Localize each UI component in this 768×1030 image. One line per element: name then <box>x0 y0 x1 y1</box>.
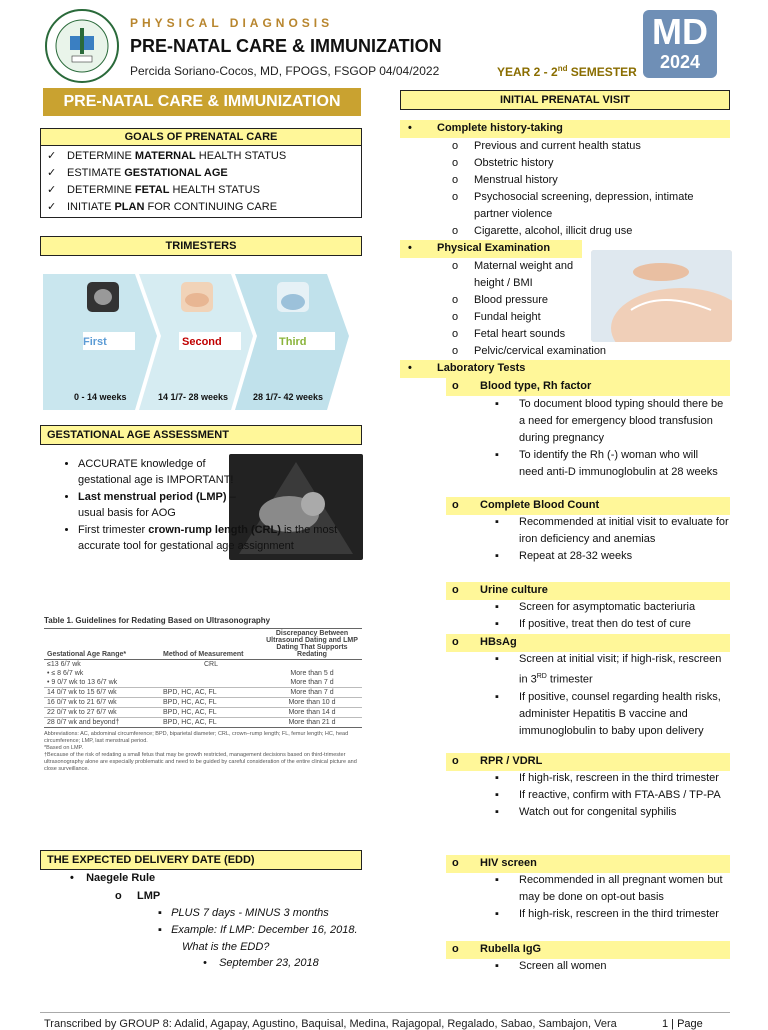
trimester-first-label: First <box>83 336 107 348</box>
table-header: Gestational Age Range* <box>47 651 127 658</box>
lab-rpr-vdrl: o RPR / VDRL <box>446 753 730 771</box>
pe-item: o Maternal weight and height / BMI <box>452 260 574 289</box>
pe-item: o Fundal height <box>452 311 541 323</box>
lab-item: ▪ Watch out for congenital syphilis <box>495 806 677 818</box>
lab-item: ▪ If high-risk, rescreen in the third trimester <box>495 772 719 784</box>
goal-item: ✓ DETERMINE FETAL HEALTH STATUS <box>47 184 260 196</box>
page-number: 1 | Page <box>662 1018 703 1030</box>
table-row: ≤13 6/7 wk CRL <box>47 661 218 668</box>
lab-cbc: o Complete Blood Count <box>446 497 730 515</box>
lab-item: ▪ Repeat at 28-32 weeks <box>495 550 633 562</box>
footer-divider <box>40 1012 730 1013</box>
lab-item: ▪ Recommended at initial visit to evaluate for iron deficiency and anemias <box>495 516 729 545</box>
edd-lmp: o LMP <box>115 890 161 902</box>
gest-bullet: • ACCURATE knowledge of gestational age is IMPORTANT! <box>78 456 243 488</box>
edd-answer: • September 23, 2018 <box>203 957 319 969</box>
lab-item: ▪ Screen at initial visit; if high-risk, rescreen in 3RD trimester <box>495 653 722 686</box>
lab-urine-culture: o Urine culture <box>446 582 730 600</box>
history-item: o Cigarette, alcohol, illicit drug use <box>452 225 633 237</box>
edd-item: ▪ PLUS 7 days - MINUS 3 months <box>158 907 329 919</box>
pregnant-belly-photo <box>591 250 732 342</box>
gest-bullet: • Last menstrual period (LMP) – usual basis for AOG <box>78 489 243 521</box>
trimester-third-label: Third <box>279 336 307 348</box>
lab-cbc-items <box>495 514 731 565</box>
lab-rpr-items <box>495 770 731 821</box>
trimesters-heading: TRIMESTERS <box>40 236 362 256</box>
author-line: Percida Soriano-Cocos, MD, FPOGS, FSGOP 04/04/2022 <box>130 64 440 78</box>
lab-blood-type-items <box>495 396 731 481</box>
goals-list-box <box>40 146 362 218</box>
trimester-second-label: Second <box>182 336 222 348</box>
history-item: o Menstrual history <box>452 174 558 186</box>
college-seal-logo <box>44 8 120 84</box>
edd-item: ▪ Example: If LMP: December 16, 2018. What is the EDD? <box>158 924 358 953</box>
history-list <box>452 138 732 240</box>
pe-item: o Fetal heart sounds <box>452 328 566 340</box>
lab-item: ▪ If positive, counsel regarding health risks, administer Hepatitis B vaccine and immunoglobulin to baby upon delivery <box>495 690 721 737</box>
trimester-first-range: 0 - 14 weeks <box>74 392 127 402</box>
table-header: Discrepancy Between Ultrasound Dating and LMP Dating That Supports Redating <box>266 630 358 658</box>
lab-item: ▪ Screen for asymptomatic bacteriuria <box>495 601 696 613</box>
main-section-heading: PRE-NATAL CARE & IMMUNIZATION <box>43 88 361 116</box>
pe-item: o Pelvic/cervical examination <box>452 345 607 357</box>
lab-hbsag: o HBsAg <box>446 634 730 652</box>
edd-rule: • Naegele Rule <box>70 872 156 884</box>
md2024-logo: MD 2024 <box>643 10 717 78</box>
pe-title: • Physical Examination <box>400 240 582 258</box>
history-title: • Complete history-taking <box>400 120 730 138</box>
lab-item: ▪ If positive, treat then do test of cure <box>495 618 691 630</box>
table-row: • 9 0/7 wk to 13 6/7 wk More than 7 d <box>44 678 362 688</box>
gest-bullet: • First trimester crown-rump length (CRL) is the most accurate tool for gestational age assignment <box>78 522 338 554</box>
lab-item: ▪ To document blood typing should there be a need for emergency blood transfusion during pregnancy <box>495 398 724 444</box>
history-item: o Previous and current health status <box>452 140 641 152</box>
goal-item: ✓ DETERMINE MATERNAL HEALTH STATUS <box>47 150 287 162</box>
lab-item: ▪ If reactive, confirm with FTA-ABS / TP-PA <box>495 789 721 801</box>
lab-rubella-items <box>495 958 731 975</box>
lab-title: • Laboratory Tests <box>400 360 730 378</box>
gestational-bullets <box>64 456 338 555</box>
lab-blood-type: o Blood type, Rh factor <box>446 378 730 396</box>
goal-item: ✓ ESTIMATE GESTATIONAL AGE <box>47 167 228 179</box>
redating-table-wrap <box>44 628 362 773</box>
table-header: Method of Measurement <box>163 651 244 658</box>
lab-hiv-items <box>495 872 731 923</box>
lab-item: ▪ Screen all women <box>495 960 607 972</box>
course-kicker: PHYSICAL DIAGNOSIS <box>130 16 334 30</box>
lab-rubella: o Rubella IgG <box>446 941 730 959</box>
goals-heading: GOALS OF PRENATAL CARE <box>40 128 362 146</box>
table-row: 14 0/7 wk to 15 6/7 wk BPD, HC, AC, FL More than 7 d <box>44 688 362 698</box>
pe-list <box>452 258 607 360</box>
table-row: 16 0/7 wk to 21 6/7 wk BPD, HC, AC, FL More than 10 d <box>44 698 362 708</box>
lab-item: ▪ If high-risk, rescreen in the third trimester <box>495 908 719 920</box>
edd-rule-list <box>158 905 372 956</box>
gestational-age-heading: GESTATIONAL AGE ASSESSMENT <box>40 425 362 445</box>
year-label: YEAR 2 - 2nd SEMESTER <box>497 64 637 79</box>
edd-heading: THE EXPECTED DELIVERY DATE (EDD) <box>40 850 362 870</box>
trimester-second-range: 14 1/7- 28 weeks <box>158 392 229 402</box>
trimester-third-range: 28 1/7- 42 weeks <box>253 392 324 402</box>
history-item: o Psychosocial screening, depression, intimate partner violence <box>452 191 694 220</box>
lab-item: ▪ To identify the Rh (-) woman who will need anti-D immunoglobulin at 28 weeks <box>495 449 718 478</box>
history-item: o Obstetric history <box>452 157 554 169</box>
table-row: 22 0/7 wk to 27 6/7 wk BPD, HC, AC, FL More than 14 d <box>44 708 362 718</box>
table-notes: Abbreviations: AC, abdominal circumference; BPD, biparietal diameter; CRL, crown–rump length; FL, femur length; HC, head circumference; LMP, last menstrual period. *Based on LMP. †Because of the risk of redating a small fetus that may be growth restricted, management decisions based on third-trimester ultrasonography alone are especially problematic and need to be guided by careful consideration of the entire clinical picture and close surveillance. <box>44 731 357 772</box>
table-row: • ≤ 8 6/7 wk More than 5 d <box>47 670 334 677</box>
lab-urine-items <box>495 599 731 633</box>
table-row: 28 0/7 wk and beyond† BPD, HC, AC, FL More than 21 d <box>44 718 362 728</box>
initial-visit-heading: INITIAL PRENATAL VISIT <box>400 90 730 110</box>
redating-table <box>44 628 362 728</box>
lab-hbsag-items <box>495 651 731 740</box>
table-title: Table 1. Guidelines for Redating Based on Ultrasonography <box>44 616 271 625</box>
pe-item: o Blood pressure <box>452 294 548 306</box>
document-title: PRE-NATAL CARE & IMMUNIZATION <box>130 36 442 56</box>
goal-item: ✓ INITIATE PLAN FOR CONTINUING CARE <box>47 201 278 213</box>
lab-hiv: o HIV screen <box>446 855 730 873</box>
goals-list <box>47 148 355 216</box>
lab-item: ▪ Recommended in all pregnant women but may be done on opt-out basis <box>495 874 723 903</box>
footer-credits: Transcribed by GROUP 8: Adalid, Agapay, Agustino, Baquisal, Medina, Rajagopal, Regalado, Sabao, Sambajon, Vera <box>44 1018 617 1030</box>
